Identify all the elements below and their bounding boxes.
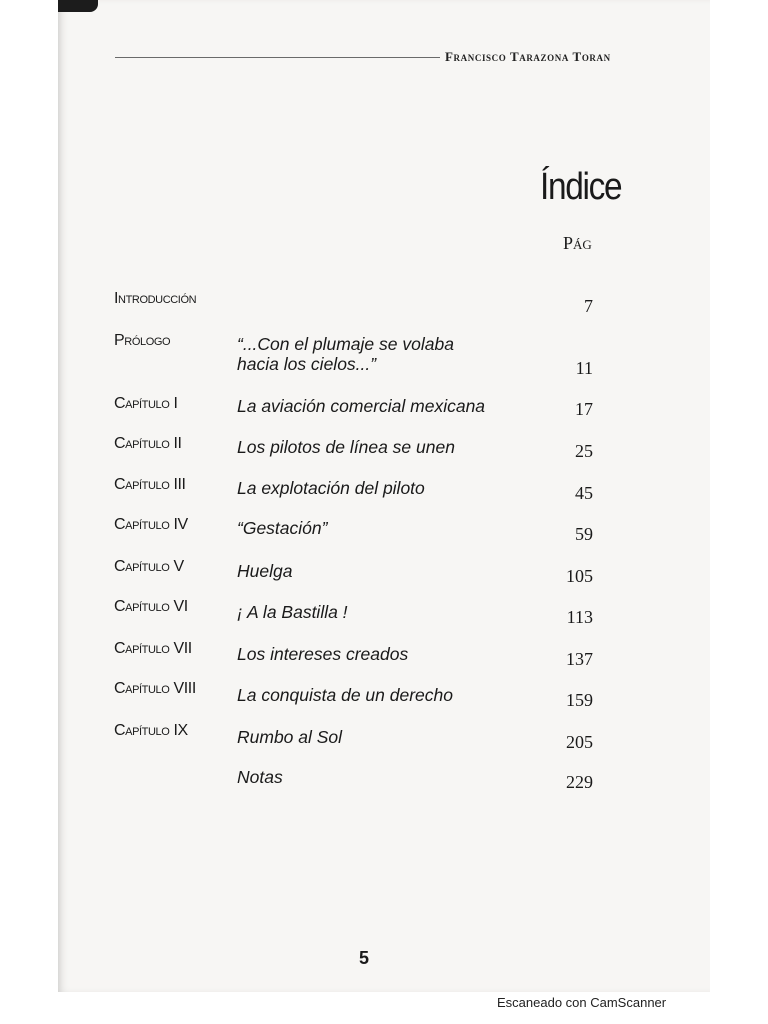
toc-entry-title-line2: hacia los cielos...” [237, 354, 377, 374]
toc-entry-page: 25 [575, 441, 593, 461]
running-head: Francisco Tarazona Toran [445, 49, 611, 64]
toc-entry-label: Capítulo VII [114, 640, 192, 657]
toc-entry-page: 45 [575, 483, 593, 503]
page-column-label: Pág [563, 233, 592, 253]
toc-entry-label: Capítulo IV [114, 516, 188, 533]
toc-entry-label: Capítulo II [114, 435, 182, 452]
toc-entry-label: Capítulo III [114, 476, 186, 493]
toc-entry-page: 7 [584, 296, 593, 316]
page-title: Índice [540, 166, 622, 208]
toc-entry-page: 105 [566, 566, 593, 586]
toc-entry-title: Notas [237, 767, 283, 787]
toc-entry-page: 59 [575, 524, 593, 544]
toc-entry-title: La explotación del piloto [237, 478, 425, 498]
toc-entry-title: La conquista de un derecho [237, 685, 453, 705]
toc-entry-title: Huelga [237, 561, 293, 581]
toc-entry-title: Rumbo al Sol [237, 727, 343, 747]
page-number: 5 [359, 948, 370, 968]
toc-entry-label: Capítulo I [114, 395, 178, 412]
toc-entry-title: “Gestación” [237, 518, 328, 538]
toc-entry-page: 137 [566, 649, 593, 669]
toc-entry-label: Capítulo VI [114, 598, 188, 615]
toc-entry-title: Los intereses creados [237, 644, 409, 664]
toc-entry-page: 159 [566, 690, 593, 710]
toc-entry-title: ¡ A la Bastilla ! [237, 602, 348, 622]
toc-entry-label: Introducción [114, 290, 197, 307]
toc-entry-page: 205 [566, 732, 593, 752]
toc-entry-title: La aviación comercial mexicana [237, 396, 486, 416]
toc-entry-label: Capítulo IX [114, 722, 188, 739]
toc-entry-page: 11 [575, 358, 593, 378]
toc-entry-page: 229 [566, 772, 593, 792]
toc-entry-title: “...Con el plumaje se volaba [237, 334, 454, 354]
toc-entry-label: Capítulo V [114, 558, 184, 575]
header-rule [115, 57, 440, 58]
toc-entry-label: Prólogo [114, 332, 171, 349]
toc-entry-title: Los pilotos de línea se unen [237, 437, 455, 457]
toc-entry-label: Capítulo VIII [114, 680, 196, 697]
toc-entry-page: 17 [575, 399, 593, 419]
scan-edge-shadow [58, 0, 98, 12]
scanner-watermark: Escaneado con CamScanner [497, 995, 667, 1010]
toc-entry-page: 113 [566, 607, 593, 627]
